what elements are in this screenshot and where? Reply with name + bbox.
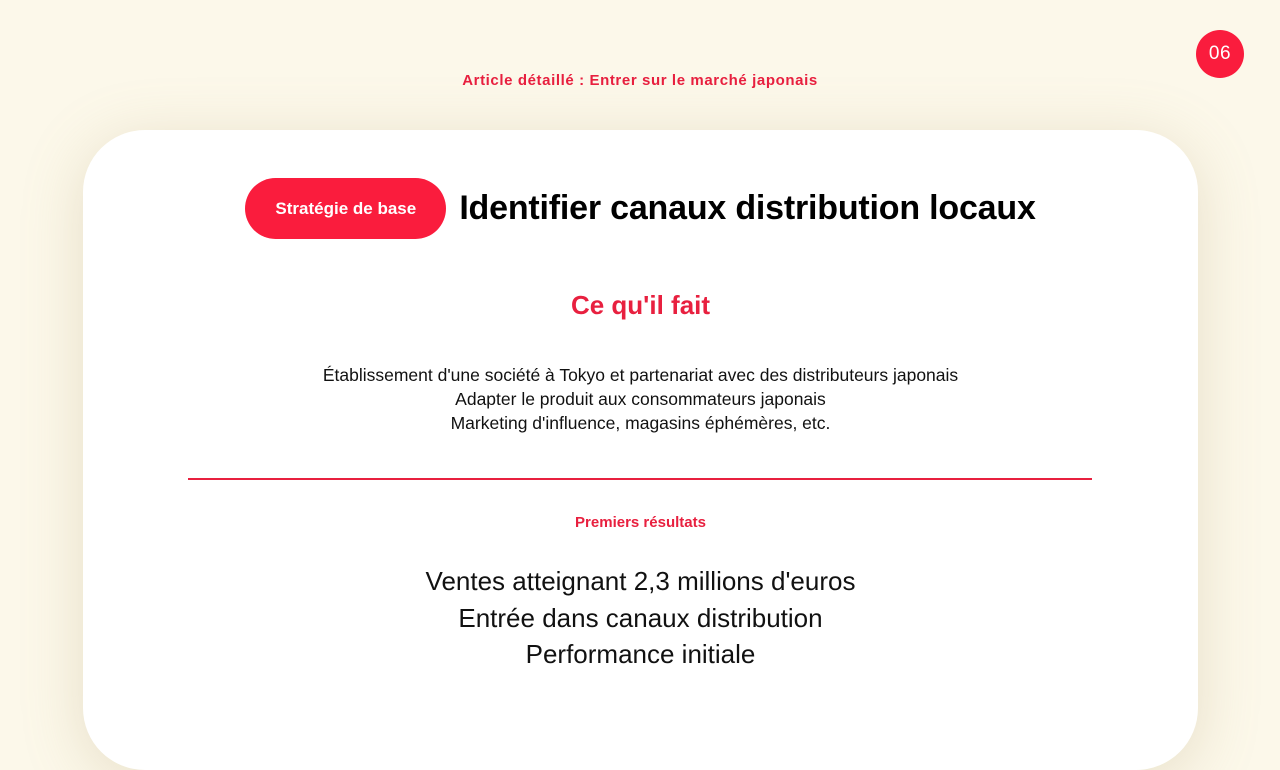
page-number: 06 xyxy=(1208,43,1232,64)
results-heading: Premiers résultats xyxy=(575,514,706,531)
card-title: Identifier canaux distribution locaux xyxy=(459,189,1036,227)
description-item: Adapter le produit aux consommateurs japonais xyxy=(455,389,826,409)
page-number-badge xyxy=(1196,30,1244,78)
result-item: Entrée dans canaux distribution xyxy=(458,602,823,633)
section-heading: Ce qu'il fait xyxy=(570,290,711,320)
results-list xyxy=(83,563,1198,673)
description-item: Marketing d'influence, magasins éphémères, etc. xyxy=(450,413,831,433)
description-list xyxy=(83,363,1198,435)
title-row xyxy=(83,178,1198,239)
strategy-tag xyxy=(245,178,446,239)
page-header-title: Article détaillé : Entrer sur le marché japonais xyxy=(462,72,818,89)
section-divider xyxy=(188,478,1092,480)
description-item: Établissement d'une société à Tokyo et partenariat avec des distributeurs japonais xyxy=(322,365,959,385)
result-item: Performance initiale xyxy=(525,639,756,669)
content-card xyxy=(83,130,1198,770)
strategy-tag-label: Stratégie de base xyxy=(275,198,417,218)
result-item: Ventes atteignant 2,3 millions d'euros xyxy=(425,566,856,596)
